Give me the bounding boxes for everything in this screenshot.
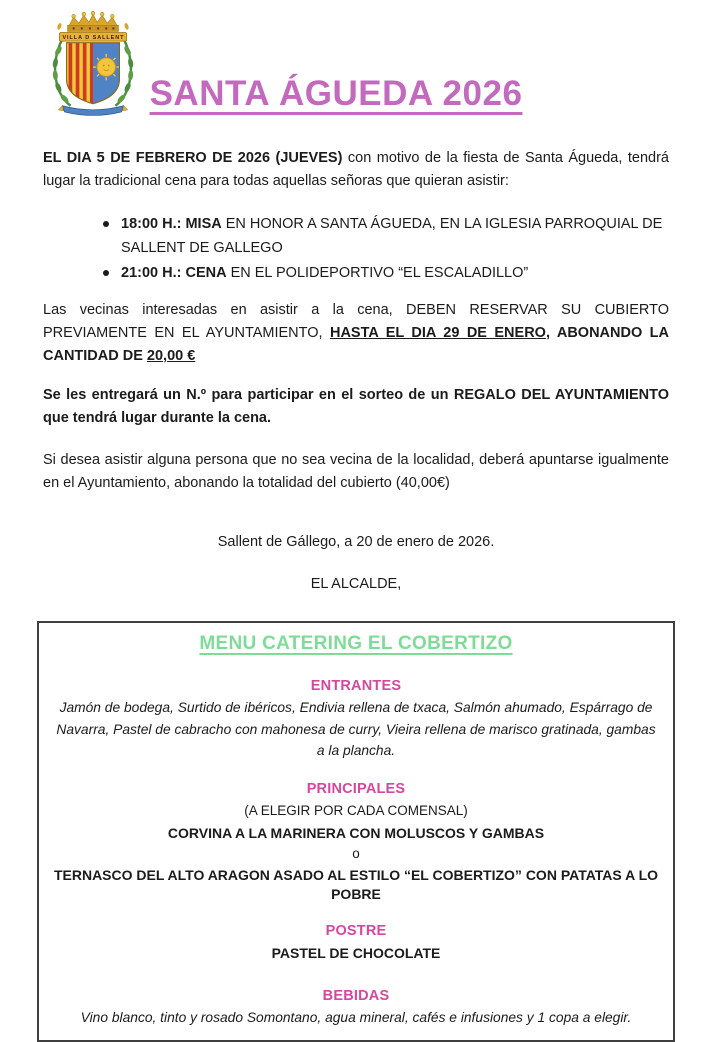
principales-note: (A ELEGIR POR CADA COMENSAL) (244, 802, 468, 818)
schedule-time: 18:00 H.: MISA (121, 216, 222, 232)
reservation-text: Las vecinas interesadas en asistir a la cena, DEBEN RESERVAR SU CUBIERTO PREVIAMENTE EN EL AYUNTAMIENTO, (43, 302, 669, 341)
principales-option-1: CORVINA A LA MARINERA CON MOLUSCOS Y GAMBAS (167, 824, 545, 841)
principales-separator: o (352, 845, 360, 861)
bullet-icon (103, 221, 109, 227)
intro-text: con motivo de la fiesta de Santa Águeda, tendrá lugar la tradicional cena para todas aquellas señoras que quieran asistir: (43, 150, 669, 189)
reservation-paragraph (43, 299, 669, 368)
schedule-text: EN EL POLIDEPORTIVO “EL ESCALADILLO” (226, 265, 529, 281)
schedule-item-cena (100, 261, 669, 285)
reservation-middle: , ABONANDO LA CANTIDAD DE (43, 325, 669, 364)
intro-date-bold: EL DIA 5 DE FEBRERO DE 2026 (JUEVES) (43, 150, 343, 166)
intro-paragraph (43, 147, 669, 193)
menu-heading-postre: POSTRE (325, 922, 387, 939)
reservation-deadline: HASTA EL DIA 29 DE ENERO (329, 325, 546, 341)
bullet-icon (103, 270, 109, 276)
bebidas-items: Vino blanco, tinto y rosado Somontano, agua mineral, cafés e infusiones y 1 copa a elegir. (80, 1009, 632, 1025)
menu-title: MENU CATERING EL COBERTIZO (199, 633, 513, 654)
entrantes-items: Jamón de bodega, Surtido de ibéricos, Endivia rellena de txaca, Salmón ahumado, Espárrago de Navarra, Pastel de cabracho con mahonesa de curry, Vieira rellena de marisco gratinada, gambas a la plancha. (56, 700, 656, 758)
menu-box (37, 621, 675, 1042)
schedule-list (100, 212, 669, 285)
menu-heading-principales: PRINCIPALES (306, 780, 406, 797)
principales-option-2: TERNASCO DEL ALTO ARAGON ASADO AL ESTILO “EL COBERTIZO” CON PATATAS A LO POBRE (53, 866, 659, 902)
raffle-paragraph: Se les entregará un N.º para participar en el sorteo de un REGALO DEL AYUNTAMIENTO que tendrá lugar durante la cena. (43, 387, 669, 426)
banner-text: VILLA D SALLENT (62, 35, 124, 42)
guest-paragraph: Si desea asistir alguna persona que no sea vecina de la localidad, deberá apuntarse igualmente en el Ayuntamiento, abonando la totalidad del cubierto (40,00€) (43, 452, 669, 491)
place-date-line: Sallent de Gállego, a 20 de enero de 2026. (217, 534, 495, 550)
reservation-amount: 20,00 € (146, 348, 196, 364)
menu-heading-bebidas: BEBIDAS (322, 987, 390, 1004)
schedule-time: 21:00 H.: CENA (121, 265, 227, 281)
postre-item: PASTEL DE CHOCOLATE (271, 944, 441, 961)
title-row (23, 0, 649, 114)
page-title: SANTA ÁGUEDA 2026 (149, 74, 523, 113)
menu-heading-entrantes: ENTRANTES (310, 678, 402, 694)
schedule-text: EN HONOR A SANTA ÁGUEDA, EN LA IGLESIA PARROQUIAL DE SALLENT DE GALLEGO (121, 216, 663, 256)
signature-line: EL ALCALDE, (310, 576, 402, 592)
schedule-item-misa (100, 212, 669, 260)
